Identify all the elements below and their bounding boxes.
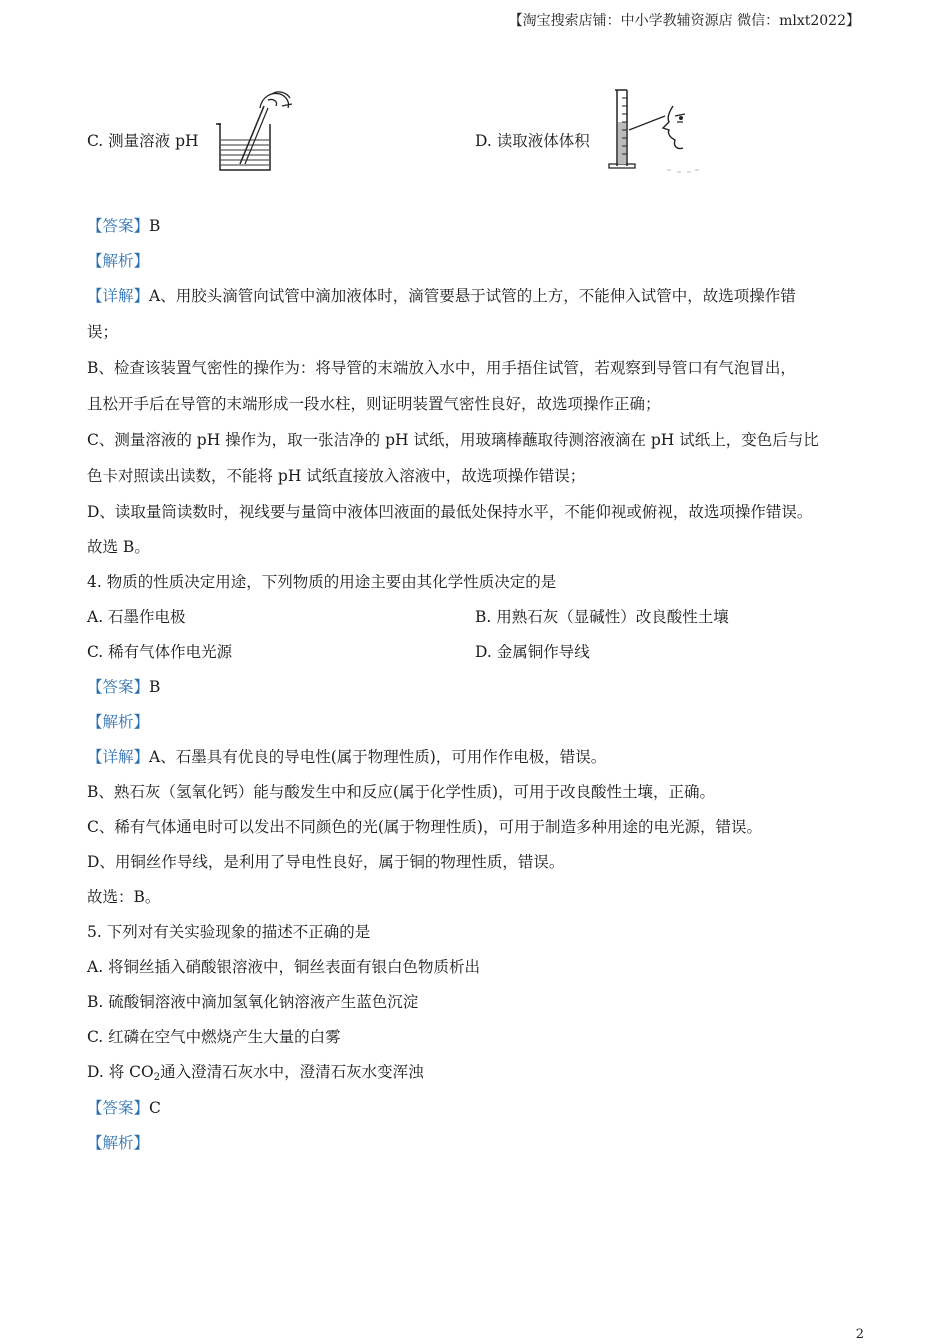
q3-conclusion: 故选 B。 [87,538,150,556]
q3-detail-c: C、测量溶液的 pH 操作为，取一张洁净的 pH 试纸，用玻璃棒蘸取待测溶液滴在 pH 试纸上，变色后与比 [87,431,819,449]
q3-detail-b: B、检查该装置气密性的操作为：将导管的末端放入水中，用手捂住试管，若观察到导管口有气泡冒出， [87,359,796,377]
q3-analysis-tag: 【解析】 [87,252,150,270]
q3-detail-a: 【详解】A、用胶头滴管向试管中滴加液体时，滴管要悬于试管的上方，不能伸入试管中，故选项操作错 [87,287,796,305]
ph-test-figure [212,88,298,174]
q4-conclusion: 故选：B。 [87,888,161,906]
answer-value: B [149,217,161,235]
graduated-cylinder-figure [603,86,703,176]
q3-detail-c-cont: 色卡对照读出读数，不能将 pH 试纸直接放入溶液中，故选项操作错误； [87,467,586,485]
q3-detail-a-cont: 误； [87,323,119,341]
q4-detail-c: C、稀有气体通电时可以发出不同颜色的光(属于物理性质)，可用于制造多种用途的电光源，错误。 [87,818,762,836]
q3-option-d: D. 读取液体体积 [475,132,590,150]
q4-answer: 【答案】B [87,678,161,696]
q3-detail-d: D、读取量筒读数时，视线要与量筒中液体凹液面的最低处保持水平，不能仰视或俯视，故选项操作错误。 [87,503,813,521]
q4-option-d: D. 金属铜作导线 [475,643,590,661]
page-number: 2 [855,1327,864,1342]
q5-option-b: B. 硫酸铜溶液中滴加氢氧化钠溶液产生蓝色沉淀 [87,993,419,1011]
q4-option-c: C. 稀有气体作电光源 [87,643,233,661]
q5-question: 5. 下列对有关实验现象的描述不正确的是 [87,923,371,941]
answer-tag: 【答案】 [87,217,150,235]
q4-detail-a: 【详解】A、石墨具有优良的导电性(属于物理性质)，可用作作电极，错误。 [87,748,607,766]
q3-option-c: C. 测量溶液 pH [87,132,199,150]
q4-detail-b: B、熟石灰（氢氧化钙）能与酸发生中和反应(属于化学性质)，可用于改良酸性土壤，正确。 [87,783,715,801]
page-header: 【淘宝搜索店铺：中小学教辅资源店 微信：mlxt2022】 [508,13,860,29]
q3-detail-b-cont: 且松开手后在导管的末端形成一段水柱，则证明装置气密性良好，故选项操作正确； [87,395,661,413]
q4-analysis-tag: 【解析】 [87,713,150,731]
q4-detail-d: D、用铜丝作导线，是利用了导电性良好，属于铜的物理性质，错误。 [87,853,565,871]
q3-answer [87,216,160,236]
q5-option-d: D. 将 $CO_2$通入澄清石灰水中，澄清石灰水变浑浊 [87,1063,424,1083]
q4-question: 4. 物质的性质决定用途，下列物质的用途主要由其化学性质决定的是 [87,573,557,591]
q5-option-c: C. 红磷在空气中燃烧产生大量的白雾 [87,1028,341,1046]
q5-option-a: A. 将铜丝插入硝酸银溶液中，铜丝表面有银白色物质析出 [87,958,481,976]
q5-answer: 【答案】C [87,1099,161,1117]
q5-analysis-tag: 【解析】 [87,1134,150,1152]
detail-tag: 【详解】 [87,287,150,305]
q4-option-b: B. 用熟石灰（显碱性）改良酸性土壤 [475,608,729,626]
q4-option-a: A. 石墨作电极 [87,608,186,626]
